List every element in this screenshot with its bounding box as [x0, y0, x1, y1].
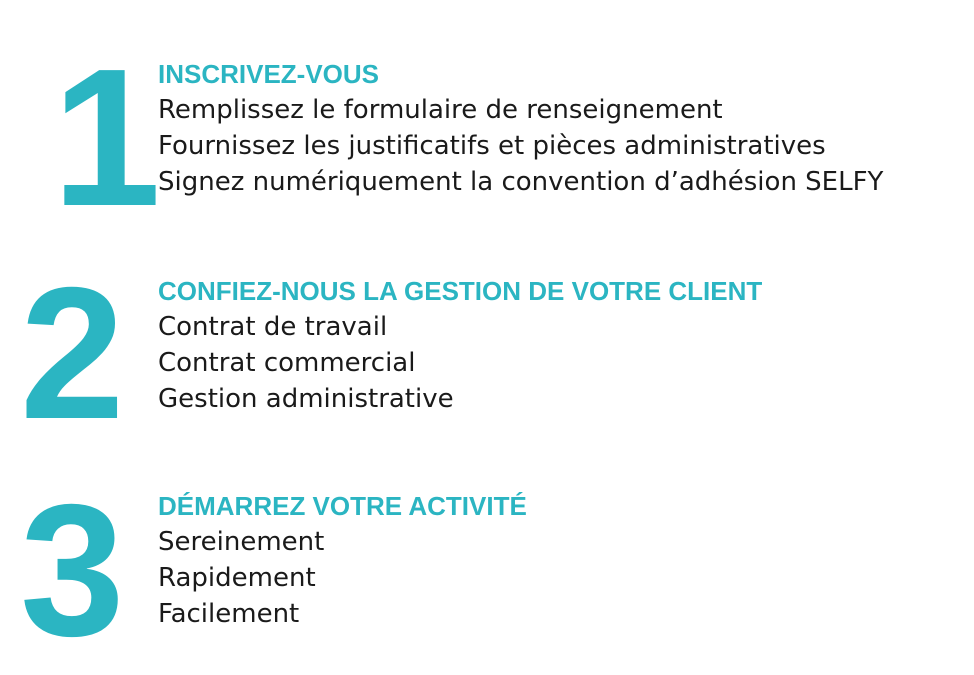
step-2-number: 2	[20, 248, 121, 458]
step-1-line-3: Signez numériquement la convention d’adhésion SELFY	[158, 167, 884, 197]
step-3-line-3: Facilement	[158, 599, 300, 629]
step-2-line-1: Contrat de travail	[158, 312, 388, 342]
step-1-title: INSCRIVEZ-VOUS	[158, 59, 380, 89]
step-1-line-1: Remplissez le formulaire de renseignement	[158, 95, 723, 125]
step-3-content	[158, 488, 527, 632]
step-1-content	[158, 56, 883, 200]
step-3-line-2: Rapidement	[158, 563, 316, 593]
step-1-line-2: Fournissez les justificatifs et pièces administratives	[158, 131, 826, 161]
step-3-title: DÉMARREZ VOTRE ACTIVITÉ	[158, 491, 527, 521]
step-1-number: 1	[52, 28, 158, 247]
step-2-line-3: Gestion administrative	[158, 384, 454, 414]
step-3-number: 3	[20, 465, 121, 675]
step-3-line-1: Sereinement	[158, 527, 325, 557]
step-2-content	[158, 273, 762, 417]
step-2-title: CONFIEZ-NOUS LA GESTION DE VOTRE CLIENT	[158, 276, 763, 306]
step-2-line-2: Contrat commercial	[158, 348, 416, 378]
